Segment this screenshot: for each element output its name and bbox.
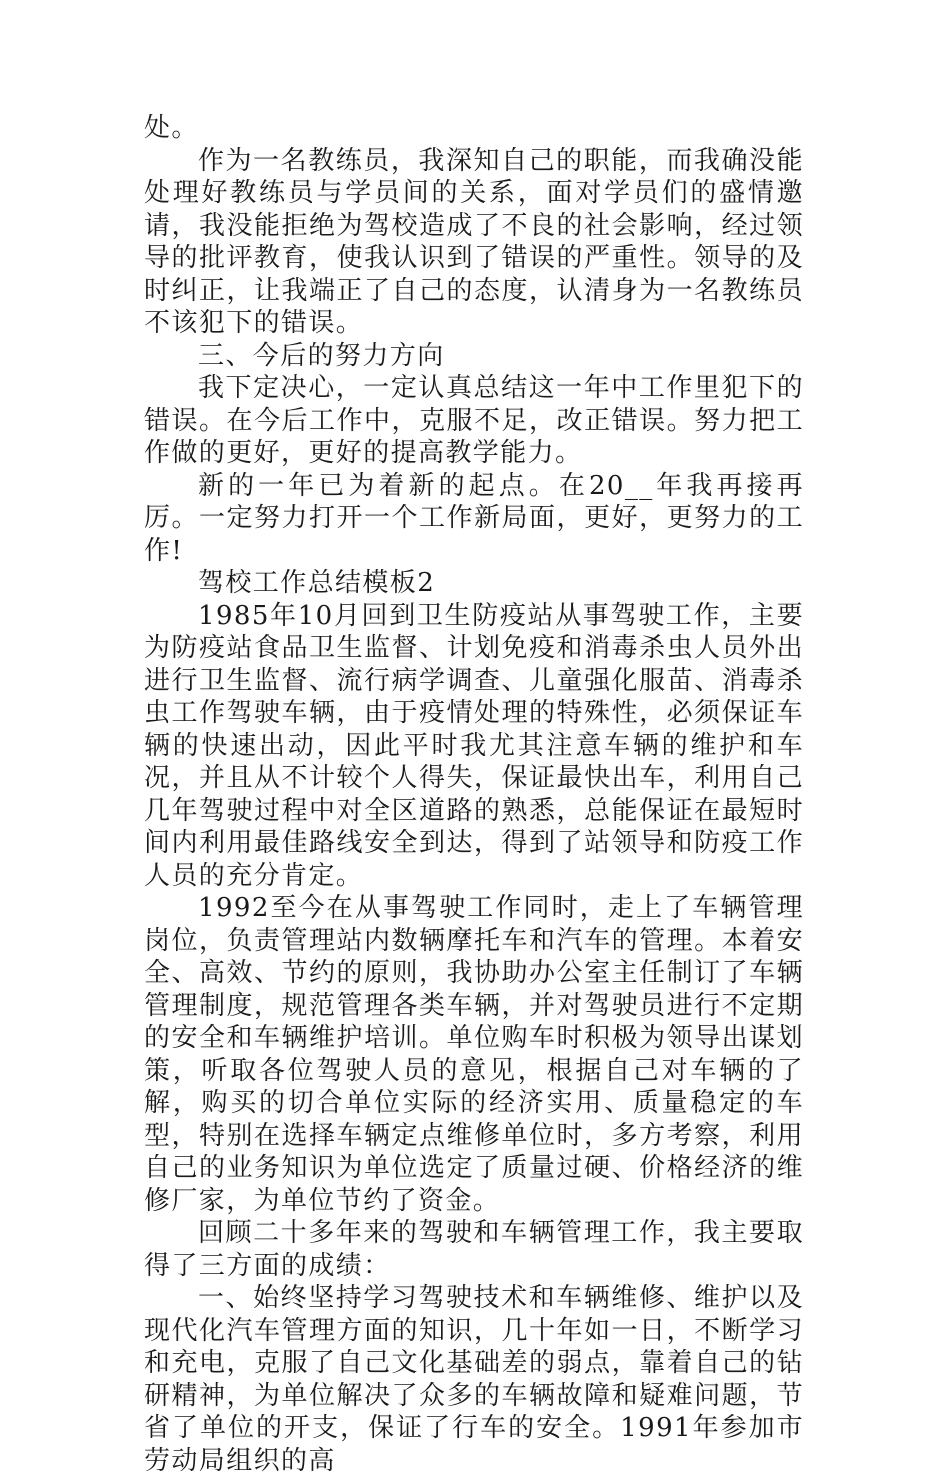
paragraph-1985-work: 1985年10月回到卫生防疫站从事驾驶工作，主要为防疫站食品卫生监督、计划免疫和消毒杀虫人员外出进行卫生监督、流行病学调查、儿童强化服苗、消毒杀虫工作驾驶车辆，由于疫情处理的特殊性，必须保证车辆的快速出动，因此平时我尤其注意车辆的维护和车况，并且从不计较个人得失，保证最快出车，利用自己几年驾驶过程中对全区道路的熟悉，总能保证在最短时间内利用最佳路线安全到达，得到了站领导和防疫工作人员的充分肯定。	[144, 600, 804, 891]
template-title: 驾校工作总结模板2	[198, 568, 436, 598]
paragraph-resolution: 我下定决心，一定认真总结这一年中工作里犯下的错误。在今后工作中，克服不足，改正错误。努力把工作做的更好，更好的提高教学能力。	[144, 373, 804, 468]
paragraph-review: 回顾二十多年来的驾驶和车辆管理工作，我主要取得了三方面的成绩：	[144, 1218, 804, 1281]
section-heading-future-direction: 三、今后的努力方向	[198, 340, 445, 371]
paragraph-self-reflection: 作为一名教练员，我深知自己的职能，而我确没能处理好教练员与学员间的关系，面对学员们的盛情邀请，我没能拒绝为驾校造成了不良的社会影响，经过领导的批评教育，使我认识到了错误的严重性。领导的及时纠正，让我端正了自己的态度，认清身为一名教练员不该犯下的错误。	[144, 145, 804, 338]
paragraph-continuation: 处。	[144, 113, 199, 143]
document-body	[144, 112, 804, 1477]
paragraph-new-year: 新的一年已为着新的起点。在20__年我再接再厉。一定努力打开一个工作新局面，更好，更努力的工作!	[144, 470, 804, 566]
paragraph-1992-management: 1992至今在从事驾驶工作同时，走上了车辆管理岗位，负责管理站内数辆摩托车和汽车的管理。本着安全、高效、节约的原则，我协助办公室主任制订了车辆管理制度，规范管理各类车辆，并对驾驶员进行不定期的安全和车辆维护培训。单位购车时积极为领导出谋划策，听取各位驾驶人员的意见，根据自己对车辆的了解，购买的切合单位实际的经济实用、质量稳定的车型，特别在选择车辆定点维修单位时，多方考察，利用自己的业务知识为单位选定了质量过硬、价格经济的维修厂家，为单位节约了资金。	[144, 893, 804, 1216]
paragraph-achievement-one: 一、始终坚持学习驾驶技术和车辆维修、维护以及现代化汽车管理方面的知识，几十年如一日，不断学习和充电，克服了自己文化基础差的弱点，靠着自己的钻研精神，为单位解决了众多的车辆故障和疑难问题，节省了单位的开支，保证了行车的安全。1991年参加市劳动局组织的高	[144, 1283, 804, 1476]
